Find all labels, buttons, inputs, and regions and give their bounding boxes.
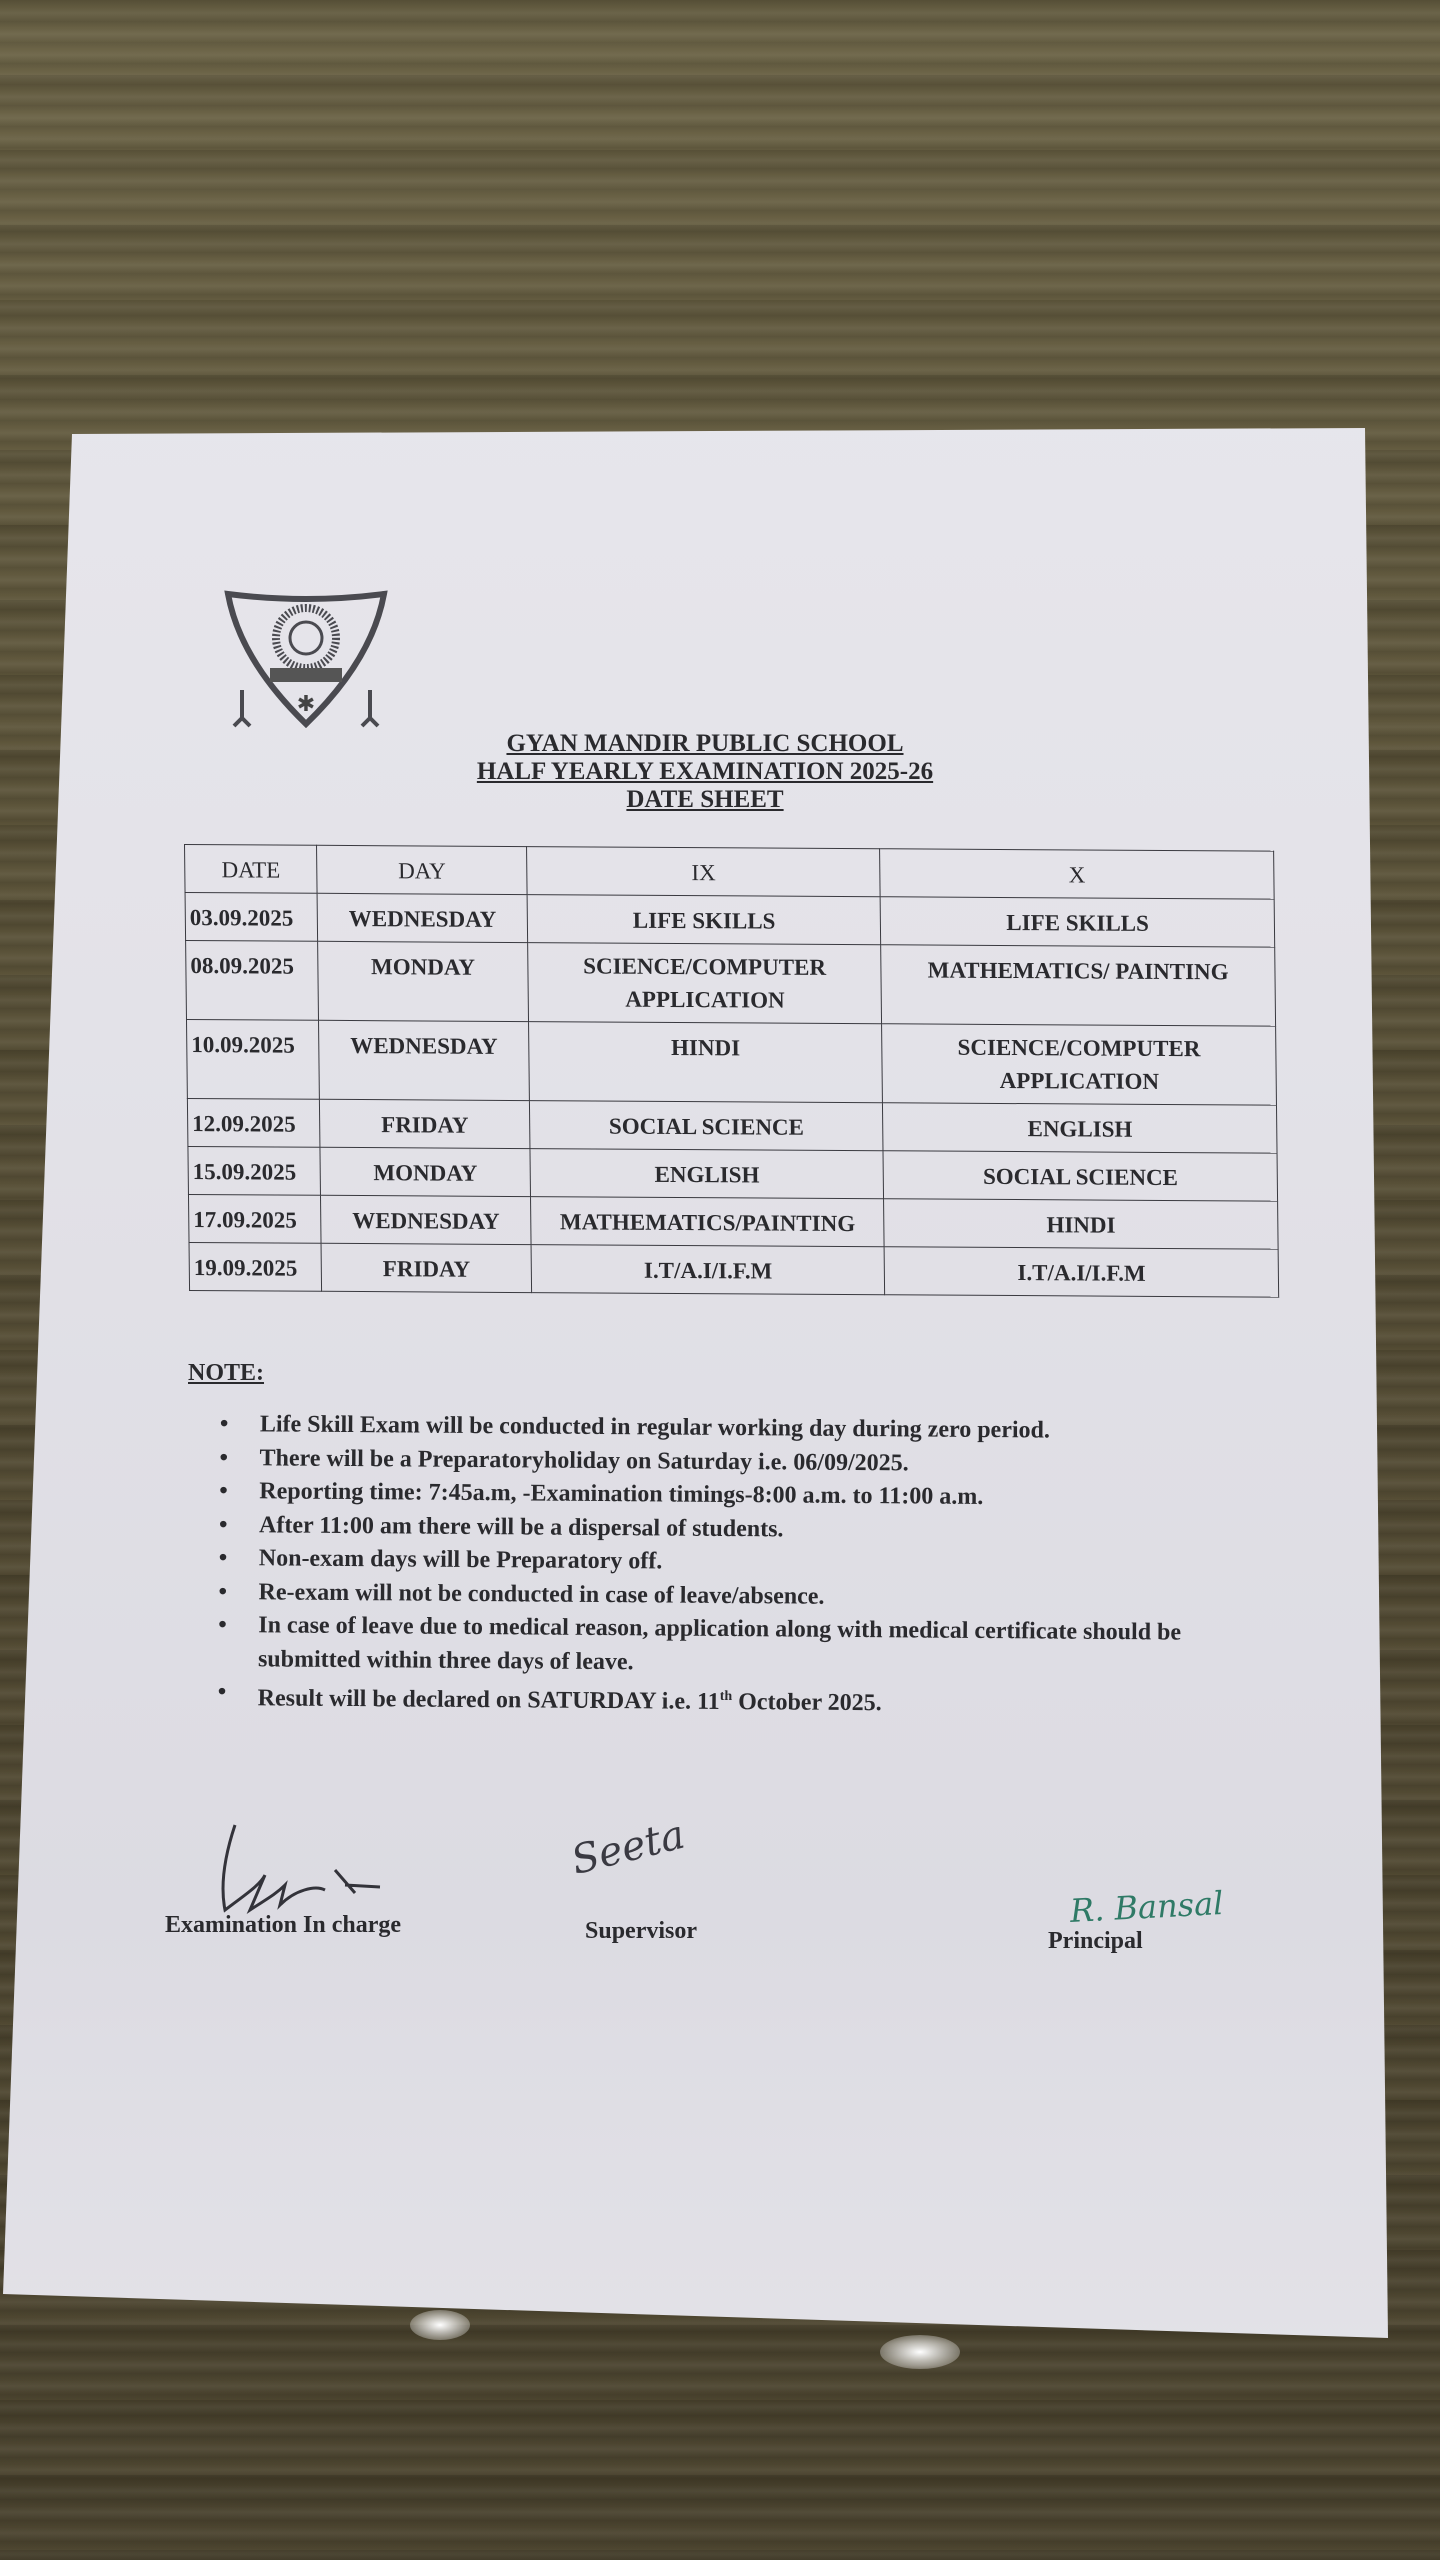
notes-list xyxy=(218,1408,1200,1723)
cell-date: 12.09.2025 xyxy=(187,1098,320,1147)
principal-label: Principal xyxy=(1048,1928,1143,1954)
document-title xyxy=(400,730,1010,814)
exam-incharge-label: Examination In charge xyxy=(165,1912,402,1938)
note-item: • Reporting time: 7:45a.m, -Examination timings-8:00 a.m. to 11:00 a.m. xyxy=(219,1475,1199,1516)
col-ix: IX xyxy=(527,847,881,897)
cell-x: SOCIAL SCIENCE xyxy=(883,1151,1277,1201)
col-day: DAY xyxy=(317,845,527,894)
cell-x: LIFE SKILLS xyxy=(880,897,1274,947)
cell-date: 08.09.2025 xyxy=(186,941,319,1021)
cell-date: 17.09.2025 xyxy=(188,1194,321,1243)
note-heading: NOTE: xyxy=(188,1360,265,1386)
cell-day: FRIDAY xyxy=(320,1099,530,1148)
cell-ix: SOCIAL SCIENCE xyxy=(530,1101,884,1151)
cell-date: 03.09.2025 xyxy=(185,893,318,942)
table-header-row xyxy=(185,845,1275,900)
school-name: GYAN MANDIR PUBLIC SCHOOL xyxy=(506,730,904,757)
svg-text:✱: ✱ xyxy=(296,691,316,716)
note-item-result xyxy=(218,1676,1198,1723)
note-item: • Re-exam will not be conducted in case of leave/absence. xyxy=(218,1575,1198,1616)
cell-day: WEDNESDAY xyxy=(317,893,527,942)
cell-ix: MATHEMATICS/PAINTING xyxy=(531,1197,885,1247)
cell-ix: HINDI xyxy=(529,1022,883,1103)
cell-day: WEDNESDAY xyxy=(319,1020,530,1100)
note-item: • Non-exam days will be Preparatory off. xyxy=(219,1542,1199,1583)
cell-ix: LIFE SKILLS xyxy=(527,895,881,945)
note-item: • After 11:00 am there will be a dispersal of students. xyxy=(219,1508,1199,1549)
supervisor-signature: Seeta xyxy=(566,1811,690,1884)
cell-x: SCIENCE/COMPUTER APPLICATION xyxy=(882,1024,1277,1105)
cell-date: 19.09.2025 xyxy=(189,1242,322,1291)
school-crest-logo xyxy=(222,590,390,728)
sheet-title: DATE SHEET xyxy=(626,786,784,813)
cell-day: FRIDAY xyxy=(321,1243,531,1292)
cell-day: WEDNESDAY xyxy=(321,1195,531,1244)
table-row xyxy=(188,1146,1278,1201)
cell-x: HINDI xyxy=(884,1199,1278,1249)
cell-date: 10.09.2025 xyxy=(186,1019,319,1099)
table-row xyxy=(187,1098,1277,1153)
note-item: • There will be a Preparatoryholiday on Saturday i.e. 06/09/2025. xyxy=(219,1441,1199,1482)
cell-date: 15.09.2025 xyxy=(188,1146,321,1195)
cell-x: I.T/A.I/I.F.M xyxy=(884,1247,1278,1297)
cell-ix: ENGLISH xyxy=(530,1149,884,1199)
exam-incharge-signature xyxy=(205,1815,425,1925)
note-item: • In case of leave due to medical reason, application along with medical certificate should be submitted within three days of leave. xyxy=(218,1609,1198,1684)
table-row xyxy=(189,1242,1279,1297)
cell-ix: SCIENCE/COMPUTER APPLICATION xyxy=(528,943,882,1024)
result-sup: th xyxy=(719,1688,733,1705)
result-text: Result will be declared on SATURDAY i.e. 11 xyxy=(257,1685,720,1715)
result-suffix: October 2025. xyxy=(732,1689,882,1717)
table-row xyxy=(185,893,1275,948)
light-reflection xyxy=(410,2310,470,2340)
light-reflection xyxy=(880,2335,960,2369)
note-item: • Life Skill Exam will be conducted in regular working day during zero period. xyxy=(220,1408,1200,1449)
cell-x: MATHEMATICS/ PAINTING xyxy=(881,945,1276,1026)
principal-signature: R. Bansal xyxy=(1069,1884,1225,1930)
cell-ix: I.T/A.I/I.F.M xyxy=(531,1245,885,1295)
cell-day: MONDAY xyxy=(320,1147,530,1196)
table-row xyxy=(186,1019,1276,1105)
supervisor-label: Supervisor xyxy=(585,1918,698,1944)
col-x: X xyxy=(880,849,1274,899)
col-date: DATE xyxy=(185,845,318,894)
table-row xyxy=(186,941,1276,1027)
cell-day: MONDAY xyxy=(318,941,529,1021)
exam-name: HALF YEARLY EXAMINATION 2025-26 xyxy=(476,758,934,785)
date-sheet-table xyxy=(184,844,1279,1298)
cell-x: ENGLISH xyxy=(883,1103,1277,1153)
table-row xyxy=(188,1194,1278,1249)
